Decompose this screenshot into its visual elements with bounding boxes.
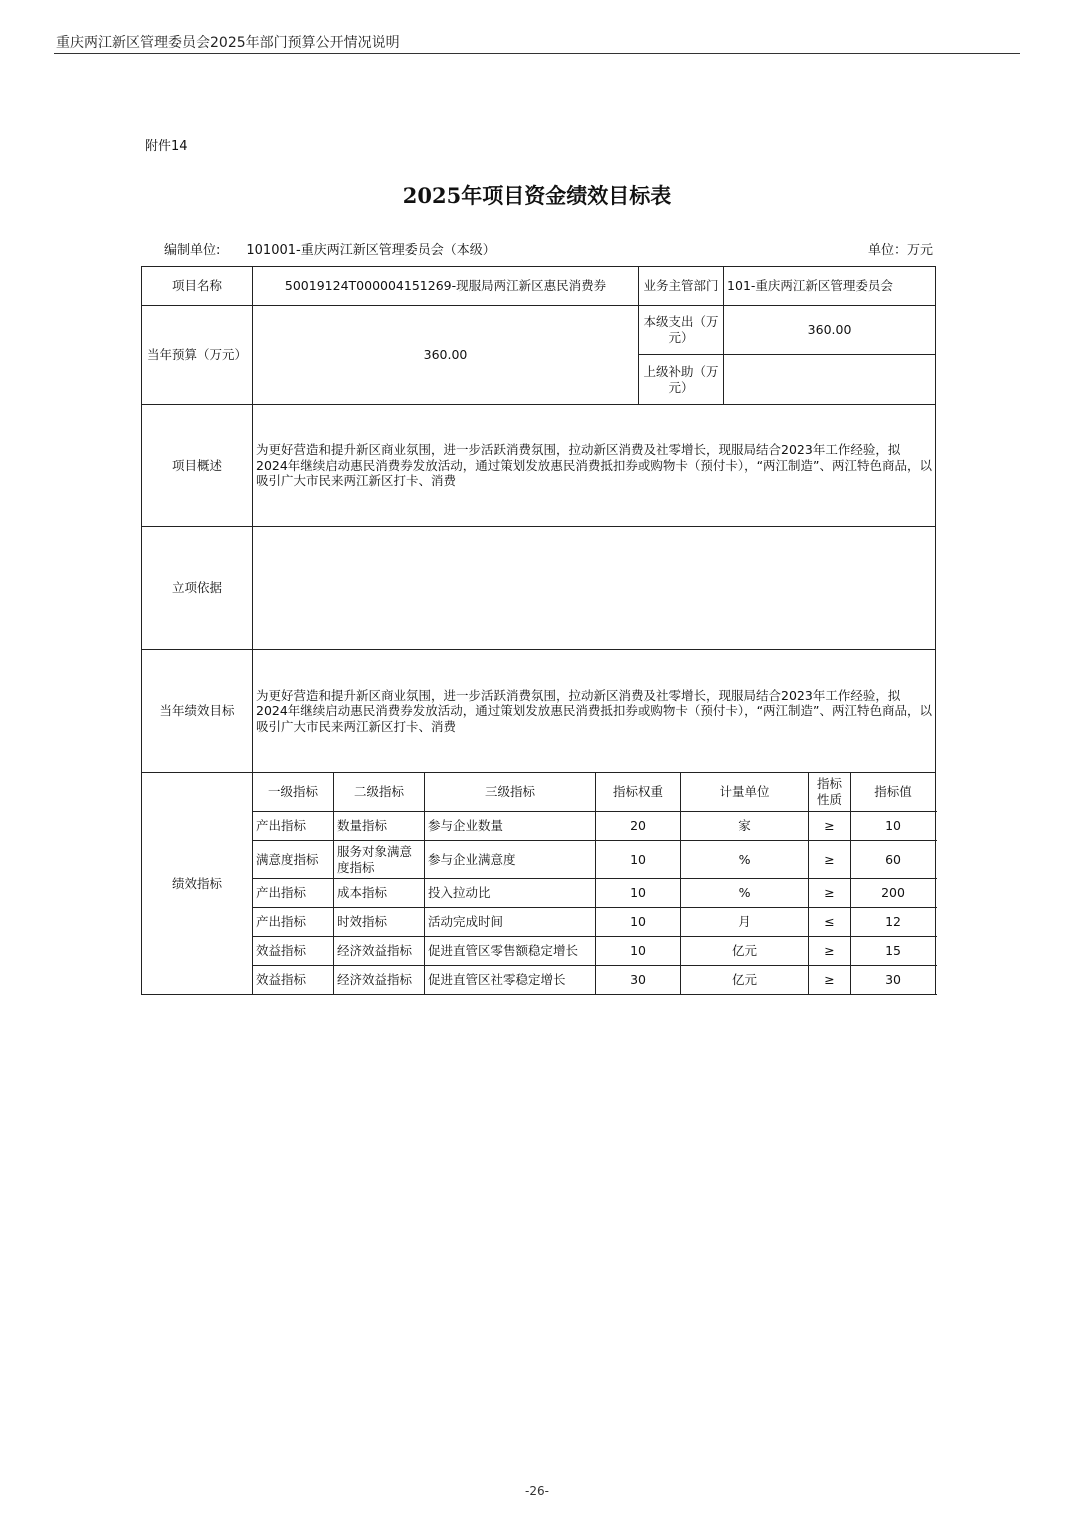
indicator-level3: 活动完成时间 — [425, 908, 596, 937]
overview-label: 项目概述 — [142, 405, 253, 527]
indicator-level3: 投入拉动比 — [425, 879, 596, 908]
indicator-weight: 10 — [596, 937, 681, 966]
indicator-value: 12 — [851, 908, 936, 937]
page-title: 2025年项目资金绩效目标表 — [402, 183, 672, 208]
local-spend-value: 360.00 — [724, 306, 936, 355]
header-value: 指标值 — [851, 773, 936, 812]
dept-label: 业务主管部门 — [639, 267, 724, 306]
page-number: -26- — [525, 1484, 549, 1498]
table-row — [142, 812, 936, 841]
indicator-header-row — [142, 773, 936, 812]
currency-unit: 单位：万元 — [867, 243, 933, 258]
indicator-level2: 经济效益指标 — [334, 937, 425, 966]
indicator-weight: 10 — [596, 879, 681, 908]
basis-label: 立项依据 — [142, 527, 253, 650]
goal-text: 为更好营造和提升新区商业氛围，进一步活跃消费氛围，拉动新区消费及社零增长，现服局结合2023年工作经验，拟2024年继续启动惠民消费券发放活动，通过策划发放惠民消费抵扣券或购物卡（预付卡），“两江制造”、两江特色商品，以吸引广大市民来两江新区打卡、消费 — [253, 650, 936, 773]
indicator-level1: 效益指标 — [253, 966, 334, 995]
indicator-value: 30 — [851, 966, 936, 995]
indicator-value: 60 — [851, 841, 936, 879]
indicator-weight: 20 — [596, 812, 681, 841]
indicator-unit: % — [681, 879, 809, 908]
indicator-value: 200 — [851, 879, 936, 908]
header-level2: 二级指标 — [334, 773, 425, 812]
compiling-unit — [164, 239, 496, 258]
indicator-level3: 促进直管区零售额稳定增长 — [425, 937, 596, 966]
performance-target-table — [141, 266, 936, 995]
indicator-weight: 30 — [596, 966, 681, 995]
indicator-level3: 参与企业数量 — [425, 812, 596, 841]
indicator-unit: 月 — [681, 908, 809, 937]
indicator-nature: ≥ — [809, 812, 851, 841]
goal-label: 当年绩效目标 — [142, 650, 253, 773]
indicator-level2: 经济效益指标 — [334, 966, 425, 995]
table-row — [142, 937, 936, 966]
indicator-level3: 参与企业满意度 — [425, 841, 596, 879]
indicator-level2: 数量指标 — [334, 812, 425, 841]
indicator-level1: 产出指标 — [253, 812, 334, 841]
header-level3: 三级指标 — [425, 773, 596, 812]
indicator-nature: ≤ — [809, 908, 851, 937]
attachment-label: 附件14 — [145, 139, 188, 154]
indicator-level2: 时效指标 — [334, 908, 425, 937]
table-row — [142, 908, 936, 937]
indicator-level1: 产出指标 — [253, 879, 334, 908]
indicator-nature: ≥ — [809, 937, 851, 966]
header-nature: 指标性质 — [809, 773, 851, 812]
indicator-unit: 家 — [681, 812, 809, 841]
indicator-level1: 满意度指标 — [253, 841, 334, 879]
compiling-unit-label: 编制单位: — [164, 243, 221, 258]
indicator-level2: 成本指标 — [334, 879, 425, 908]
indicator-level3: 促进直管区社零稳定增长 — [425, 966, 596, 995]
indicator-unit: % — [681, 841, 809, 879]
table-row — [142, 879, 936, 908]
running-header: 重庆两江新区管理委员会2025年部门预算公开情况说明 — [56, 35, 400, 51]
indicator-level1: 产出指标 — [253, 908, 334, 937]
budget-label: 当年预算（万元） — [142, 306, 253, 405]
basis-text — [253, 527, 936, 650]
indicator-level2: 服务对象满意度指标 — [334, 841, 425, 879]
header-level1: 一级指标 — [253, 773, 334, 812]
indicator-unit: 亿元 — [681, 937, 809, 966]
header-weight: 指标权重 — [596, 773, 681, 812]
indicator-level1: 效益指标 — [253, 937, 334, 966]
indicator-value: 15 — [851, 937, 936, 966]
local-spend-label: 本级支出（万元） — [639, 306, 724, 355]
header-rule — [54, 53, 1020, 54]
dept-value: 101-重庆两江新区管理委员会 — [724, 267, 936, 306]
upper-subsidy-label: 上级补助（万元） — [639, 355, 724, 405]
compiling-unit-value: 101001-重庆两江新区管理委员会（本级） — [246, 243, 496, 258]
project-name-value: 50019124T000004151269-现服局两江新区惠民消费券 — [253, 267, 639, 306]
overview-text: 为更好营造和提升新区商业氛围，进一步活跃消费氛围，拉动新区消费及社零增长，现服局结合2023年工作经验，拟2024年继续启动惠民消费券发放活动，通过策划发放惠民消费抵扣券或购物卡（预付卡），“两江制造”、两江特色商品，以吸引广大市民来两江新区打卡、消费 — [253, 405, 936, 527]
indicators-label: 绩效指标 — [142, 773, 253, 995]
indicator-nature: ≥ — [809, 841, 851, 879]
table-row — [142, 966, 936, 995]
upper-subsidy-value — [724, 355, 936, 405]
indicator-weight: 10 — [596, 841, 681, 879]
table-row — [142, 841, 936, 879]
indicator-unit: 亿元 — [681, 966, 809, 995]
indicator-nature: ≥ — [809, 879, 851, 908]
project-name-label: 项目名称 — [142, 267, 253, 306]
indicator-weight: 10 — [596, 908, 681, 937]
header-unit: 计量单位 — [681, 773, 809, 812]
indicator-value: 10 — [851, 812, 936, 841]
indicator-nature: ≥ — [809, 966, 851, 995]
budget-value: 360.00 — [253, 306, 639, 405]
